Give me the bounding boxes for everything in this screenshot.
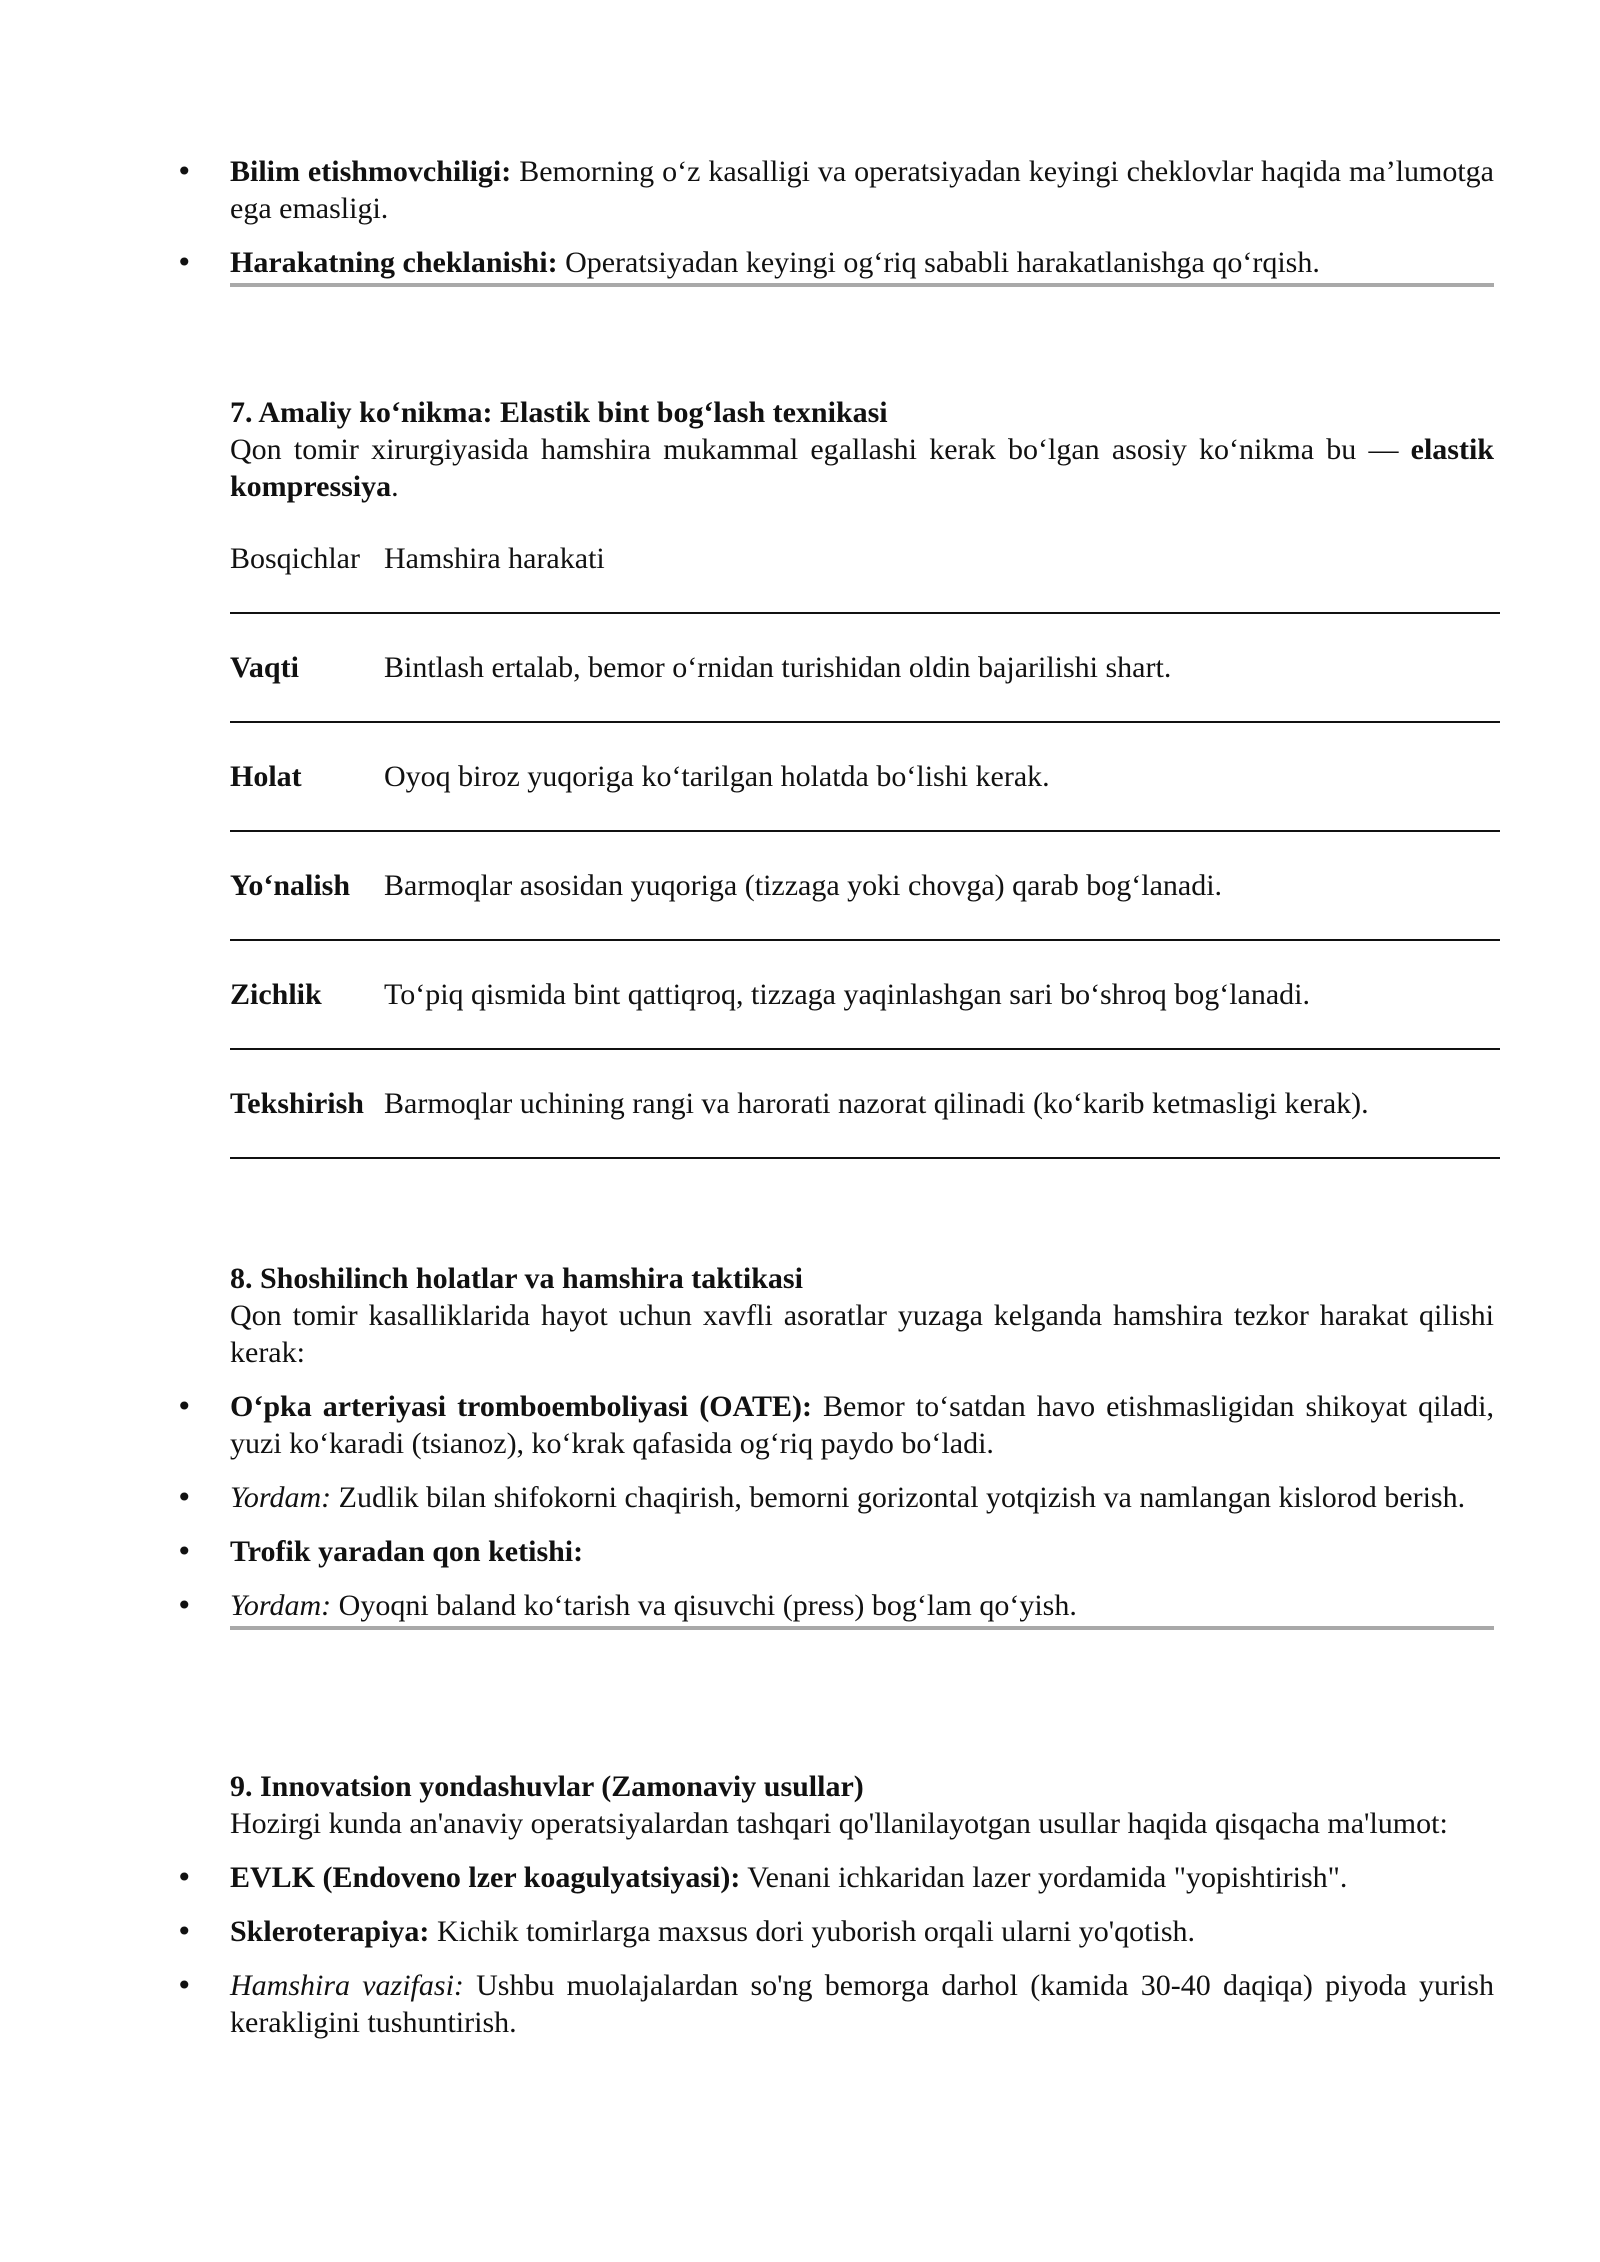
section-intro: Hozirgi kunda an'anaviy operatsiyalardan tashqari qo'llanilayotgan usullar haqida qisqacha ma'lumot: bbox=[230, 1807, 1448, 1840]
item-text: Operatsiyadan keyingi og‘riq sababli harakatlanishga qo‘rqish. bbox=[557, 246, 1320, 279]
step-cell: Vaqti bbox=[230, 613, 384, 722]
step-cell: Tekshirish bbox=[230, 1049, 384, 1158]
table-row bbox=[230, 722, 1500, 831]
list-item bbox=[230, 1967, 1494, 2041]
item-text: Kichik tomirlarga maxsus dori yuborish orqali ularni yo'qotish. bbox=[429, 1915, 1196, 1948]
table-row bbox=[230, 1049, 1500, 1158]
intro-bold: elastik kompressiya bbox=[230, 433, 1494, 503]
item-label: Trofik yaradan qon ketishi: bbox=[230, 1535, 584, 1568]
item-label: Bilim etishmovchiligi: bbox=[230, 155, 512, 188]
item-text: Zudlik bilan shifokorni chaqirish, bemorni gorizontal yotqizish va namlangan kislorod berish. bbox=[331, 1481, 1466, 1514]
innovation-list bbox=[230, 1859, 1494, 2041]
section-intro bbox=[230, 431, 1494, 505]
section-title: 7. Amaliy ko‘nikma: Elastik bint bog‘lash texnikasi bbox=[230, 396, 888, 429]
list-item bbox=[230, 1913, 1494, 1950]
list-item bbox=[230, 244, 1494, 281]
section-intro: Qon tomir kasalliklarida hayot uchun xavfli asoratlar yuzaga kelganda hamshira tezkor harakat qilishi kerak: bbox=[230, 1299, 1494, 1369]
intro-end: . bbox=[391, 470, 399, 503]
item-label: O‘pka arteriyasi tromboemboliyasi (OATE): bbox=[230, 1390, 812, 1423]
item-label: Yordam: bbox=[230, 1481, 332, 1514]
item-text: Bemor to‘satdan havo etishmasligidan shikoyat qiladi, yuzi ko‘karadi (tsianoz), ko‘krak qafasida og‘riq paydo bo‘ladi. bbox=[230, 1390, 1494, 1460]
top-list-section bbox=[230, 153, 1494, 287]
list-item bbox=[230, 1479, 1494, 1516]
section-title: 8. Shoshilinch holatlar va hamshira taktikasi bbox=[230, 1262, 803, 1295]
intro-text: Qon tomir xirurgiyasida hamshira mukammal egallashi kerak bo‘lgan asosiy ko‘nikma bu — bbox=[230, 433, 1411, 466]
item-text: Ushbu muolajalardan so'ng bemorga darhol (kamida 30-40 daqiqa) piyoda yurish kerakligini tushuntirish. bbox=[230, 1969, 1494, 2039]
list-item bbox=[230, 1587, 1494, 1624]
table-row bbox=[230, 940, 1500, 1049]
section-7 bbox=[230, 394, 1494, 505]
list-item bbox=[230, 1533, 1494, 1570]
item-label: Skleroterapiya: bbox=[230, 1915, 430, 1948]
step-cell: Holat bbox=[230, 722, 384, 831]
list-item bbox=[230, 1859, 1494, 1896]
list-item bbox=[230, 1388, 1494, 1462]
item-text: Bemorning o‘z kasalligi va operatsiyadan keyingi cheklovlar haqida ma’lumotga ega emasligi. bbox=[230, 155, 1494, 225]
section-9 bbox=[230, 1768, 1494, 2041]
action-cell: Barmoqlar uchining rangi va harorati nazorat qilinadi (ko‘karib ketmasligi kerak). bbox=[384, 1049, 1500, 1158]
emergency-list bbox=[230, 1388, 1494, 1624]
item-label: Hamshira vazifasi: bbox=[230, 1969, 464, 2002]
item-text: Venani ichkaridan lazer yordamida "yopishtirish". bbox=[740, 1861, 1348, 1894]
section-divider bbox=[230, 1626, 1494, 1630]
top-bullet-list bbox=[230, 153, 1494, 281]
action-cell: Barmoqlar asosidan yuqoriga (tizzaga yoki chovga) qarab bog‘lanadi. bbox=[384, 831, 1500, 940]
section-divider bbox=[230, 283, 1494, 287]
section-title: 9. Innovatsion yondashuvlar (Zamonaviy usullar) bbox=[230, 1770, 864, 1803]
steps-table bbox=[230, 540, 1500, 1159]
item-label: EVLK (Endoveno lzer koagulyatsiyasi): bbox=[230, 1861, 741, 1894]
item-text: Oyoqni baland ko‘tarish va qisuvchi (press) bog‘lam qo‘yish. bbox=[331, 1589, 1077, 1622]
item-label: Harakatning cheklanishi: bbox=[230, 246, 558, 279]
item-label: Yordam: bbox=[230, 1589, 332, 1622]
action-cell: To‘piq qismida bint qattiqroq, tizzaga yaqinlashgan sari bo‘shroq bog‘lanadi. bbox=[384, 940, 1500, 1049]
table-header-row bbox=[230, 540, 1500, 613]
column-header: Bosqichlar bbox=[230, 540, 384, 613]
list-item bbox=[230, 153, 1494, 227]
step-cell: Zichlik bbox=[230, 940, 384, 1049]
table-row bbox=[230, 613, 1500, 722]
table-row bbox=[230, 831, 1500, 940]
action-cell: Oyoq biroz yuqoriga ko‘tarilgan holatda bo‘lishi kerak. bbox=[384, 722, 1500, 831]
action-cell: Bintlash ertalab, bemor o‘rnidan turishidan oldin bajarilishi shart. bbox=[384, 613, 1500, 722]
section-8 bbox=[230, 1260, 1494, 1630]
step-cell: Yo‘nalish bbox=[230, 831, 384, 940]
column-header: Hamshira harakati bbox=[384, 540, 1500, 613]
